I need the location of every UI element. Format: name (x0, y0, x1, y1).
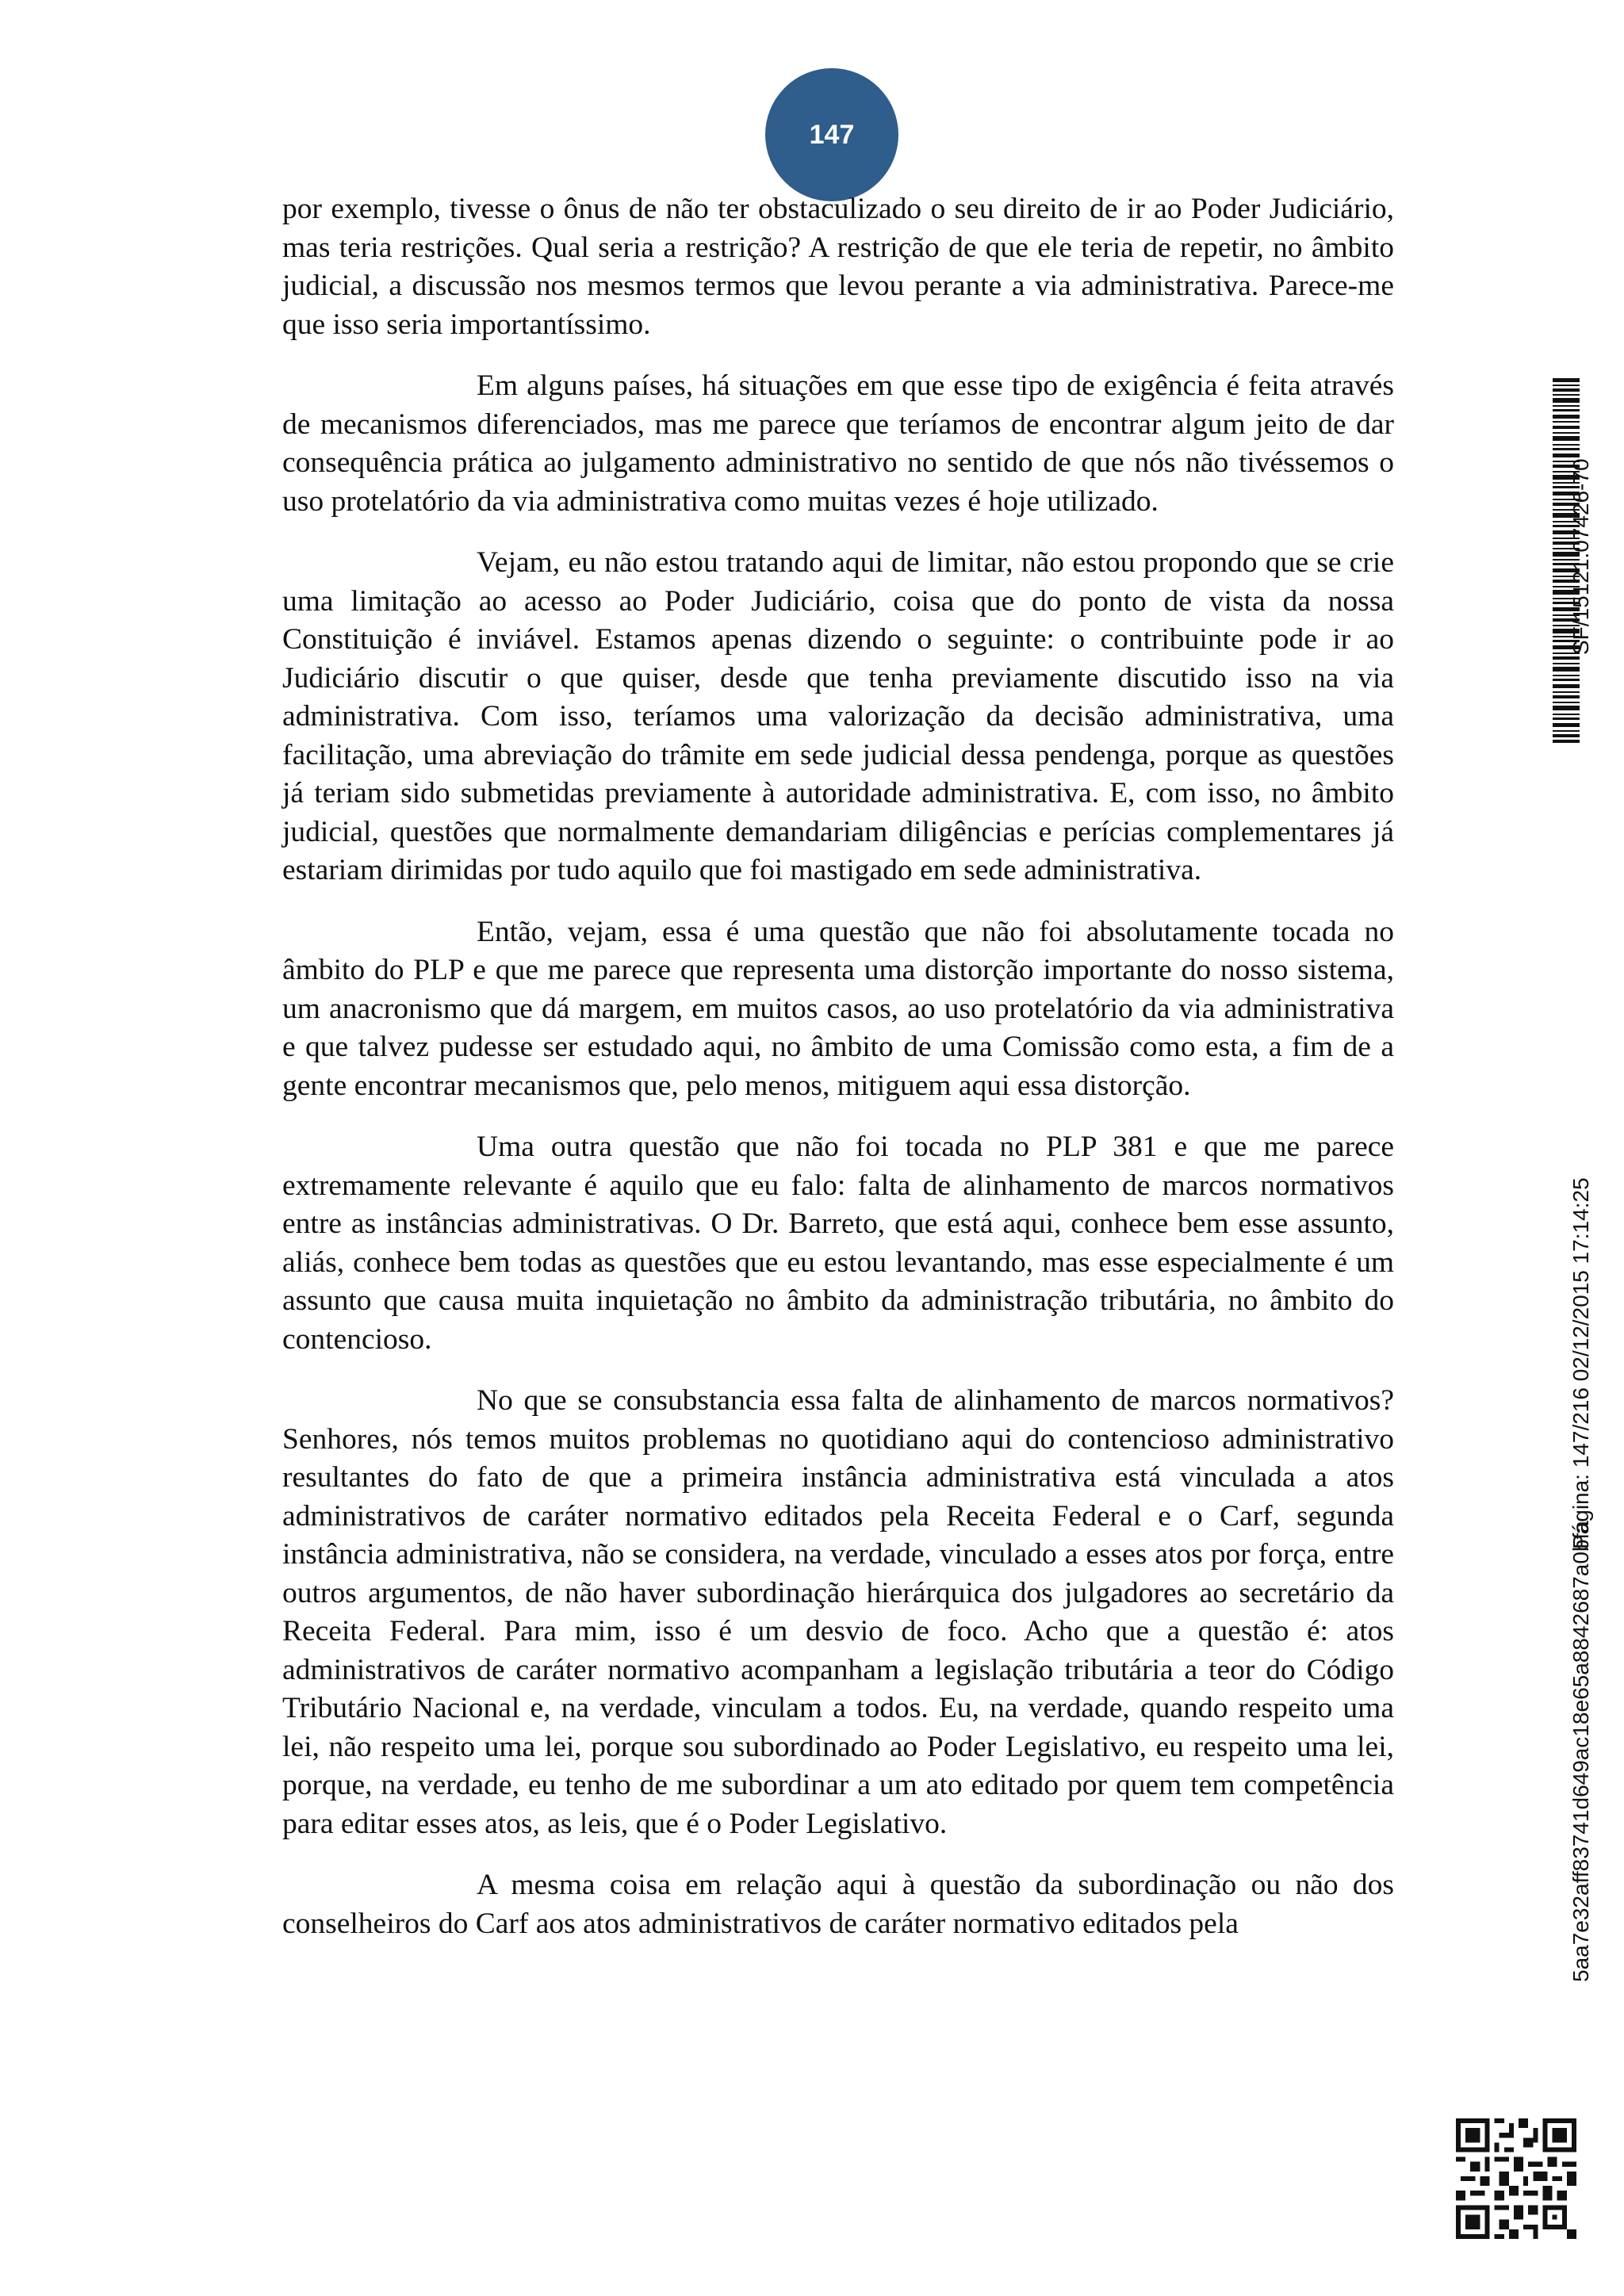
paragraph: Vejam, eu não estou tratando aqui de limitar, não estou propondo que se crie uma limitação ao acesso ao Poder Judiciário, coisa que do ponto de vista da nossa Constituição é inviável. Estamos apenas dizendo o seguinte: o contribuinte pode ir ao Judiciário discutir o que quiser, desde que tenha previamente discutido isso na via administrativa. Com isso, teríamos uma valorização da decisão administrativa, uma facilitação, uma abreviação do trâmite em sede judicial dessa pendenga, porque as questões já teriam sido submetidas previamente à autoridade administrativa. E, com isso, no âmbito judicial, questões que normalmente demandariam diligências e perícias complementares já estariam dirimidas por tudo aquilo que foi mastigado em sede administrativa. (282, 546, 1394, 886)
paragraph: Em alguns países, há situações em que esse tipo de exigência é feita através de mecanismos diferenciados, mas me parece que teríamos de encontrar algum jeito de dar consequência prática ao julgamento administrativo no sentido de que nós não tivéssemos o uso protelatório da via administrativa como muitas vezes é hoje utilizado. (282, 369, 1394, 518)
paragraph: No que se consubstancia essa falta de alinhamento de marcos normativos? Senhores, nós temos muitos problemas no quotidiano aqui do contencioso administrativo resultantes do fato de que a primeira instância administrativa está vinculada a atos administrativos de caráter normativo editados pela Receita Federal e o Carf, segunda instância administrativa, não se considera, na verdade, vinculado a esses atos por força, entre outros argumentos, de não haver subordinação hierárquica dos julgadores ao secretário da Receita Federal. Para mim, isso é um desvio de foco. Acho que a questão é: atos administrativos de caráter normativo acompanham a legislação tributária a teor do Código Tributário Nacional e, na verdade, vinculam a todos. Eu, na verdade, quando respeito uma lei, não respeito uma lei, porque sou subordinado ao Poder Legislativo, eu respeito uma lei, porque, na verdade, eu tenho de me subordinar a um ato editado por quem tem competência para editar esses atos, as leis, que é o Poder Legislativo. (282, 1384, 1394, 1840)
page-number: 147 (809, 119, 855, 150)
qr-code-icon (1456, 2118, 1576, 2239)
paragraph: Uma outra questão que não foi tocada no PLP 381 e que me parece extremamente relevante é aquilo que eu falo: falta de alinhamento de marcos normativos entre as instâncias administrativas. O Dr. Barreto, que está aqui, conhece bem esse assunto, aliás, conhece bem todas as questões que eu estou levantando, mas esse especialmente é um assunto que causa muita inquietação no âmbito da administração tributária, no âmbito do contencioso. (282, 1131, 1394, 1356)
document-body (282, 190, 1394, 1966)
page-number-badge (765, 68, 898, 201)
page-info: Página: 147/216 02/12/2015 17:14:25 (1568, 1177, 1593, 1549)
paragraph: Então, vejam, essa é uma questão que não foi absolutamente tocada no âmbito do PLP e que me parece que representa uma distorção importante do nosso sistema, um anacronismo que dá margem, em muitos casos, ao uso protelatório da via administrativa e que talvez pudesse ser estudado aqui, no âmbito de uma Comissão como esta, a fim de a gente encontrar mecanismos que, pelo menos, mitiguem aqui essa distorção. (282, 915, 1394, 1102)
paragraph: por exemplo, tivesse o ônus de não ter obstaculizado o seu direito de ir ao Poder Judiciário, mas teria restrições. Qual seria a restrição? A restrição de que ele teria de repetir, no âmbito judicial, a discussão nos mesmos termos que levou perante a via administrativa. Parece-me que isso seria importantíssimo. (282, 193, 1394, 341)
paragraph: A mesma coisa em relação aqui à questão da subordinação ou não dos conselheiros do Carf aos atos administrativos de caráter normativo editados pela (282, 1869, 1394, 1940)
document-hash: 5aa7e32aff83741d649ac18e65a8842687a0bfa (1568, 1521, 1593, 1982)
document-code: SF/15121.07426-70 (1568, 458, 1593, 655)
